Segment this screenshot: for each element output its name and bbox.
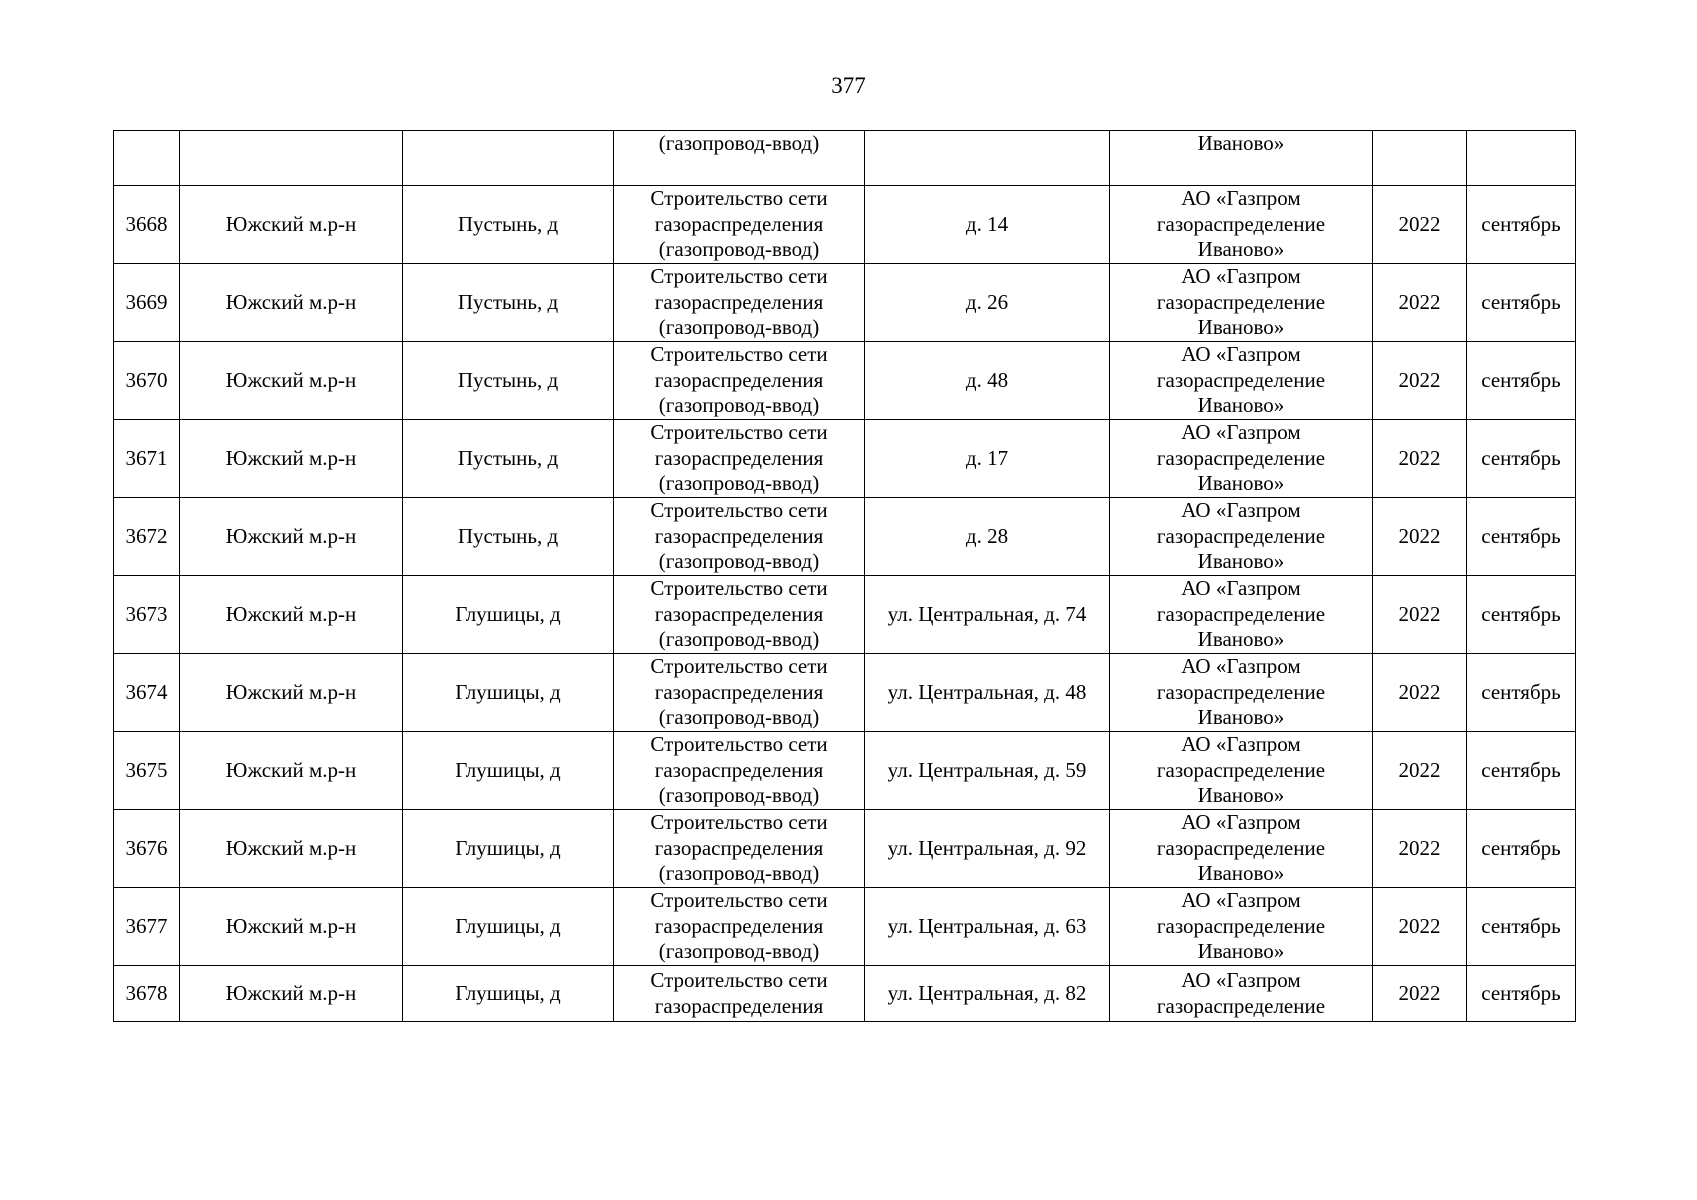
- cell-organization: [1110, 498, 1373, 576]
- cell-year: 2022: [1373, 498, 1467, 576]
- cell-organization-line: Иваново»: [1197, 627, 1285, 652]
- cell-organization: [1110, 186, 1373, 264]
- cell-work-type-line: (газопровод-ввод): [658, 705, 820, 730]
- cell-work-type-line: Строительство сети: [650, 810, 828, 835]
- cell-organization-line: газораспределение: [1156, 757, 1326, 782]
- cell-work-type: [614, 654, 865, 732]
- cell-address: ул. Центральная, д. 82: [865, 966, 1110, 1022]
- cell-address: д. 26: [865, 264, 1110, 342]
- cell-month: сентябрь: [1467, 888, 1576, 966]
- table-row: [114, 888, 1576, 966]
- cell-number: 3672: [114, 498, 180, 576]
- cell-work-type-line: Строительство сети: [650, 186, 828, 211]
- cell-organization-line: газораспределение: [1156, 367, 1326, 392]
- cell-locality: Пустынь, д: [403, 186, 614, 264]
- cell-organization-line: газораспределение: [1156, 523, 1326, 548]
- cell-district: Южский м.р-н: [180, 732, 403, 810]
- cell-organization-line: АО «Газпром: [1181, 264, 1301, 289]
- cell-organization-line: АО «Газпром: [1181, 420, 1301, 445]
- cell-locality: Пустынь, д: [403, 420, 614, 498]
- cell-work-type-line: газораспределения: [654, 211, 824, 236]
- cell-organization: [1110, 732, 1373, 810]
- cell-work-type-line: (газопровод-ввод): [658, 783, 820, 808]
- cell-number: 3668: [114, 186, 180, 264]
- cell-address: ул. Центральная, д. 63: [865, 888, 1110, 966]
- cell-work-type-line: газораспределения: [654, 993, 824, 1018]
- cell-month: сентябрь: [1467, 264, 1576, 342]
- cell-organization-line: АО «Газпром: [1181, 186, 1301, 211]
- cell-month: [1467, 131, 1576, 186]
- cell-organization-line: газораспределение: [1156, 289, 1326, 314]
- cell-work-type: (газопровод-ввод): [614, 131, 865, 186]
- cell-address: ул. Центральная, д. 59: [865, 732, 1110, 810]
- cell-locality: Глушицы, д: [403, 810, 614, 888]
- cell-work-type-line: газораспределения: [654, 835, 824, 860]
- cell-district: Южский м.р-н: [180, 498, 403, 576]
- cell-work-type-line: Строительство сети: [650, 968, 828, 992]
- cell-organization-line: газораспределение: [1156, 835, 1326, 860]
- cell-number: 3674: [114, 654, 180, 732]
- table-row: [114, 186, 1576, 264]
- cell-number: 3671: [114, 420, 180, 498]
- cell-work-type-line: газораспределения: [654, 757, 824, 782]
- cell-address: ул. Центральная, д. 92: [865, 810, 1110, 888]
- cell-work-type-line: Строительство сети: [650, 576, 828, 601]
- cell-organization-line: Иваново»: [1197, 861, 1285, 886]
- cell-year: 2022: [1373, 888, 1467, 966]
- cell-work-type-line: (газопровод-ввод): [658, 393, 820, 418]
- cell-organization: [1110, 342, 1373, 420]
- cell-organization-line: газораспределение: [1156, 913, 1326, 938]
- cell-number: 3673: [114, 576, 180, 654]
- cell-district: Южский м.р-н: [180, 654, 403, 732]
- cell-work-type-line: газораспределения: [654, 289, 824, 314]
- cell-work-type-line: (газопровод-ввод): [658, 627, 820, 652]
- cell-organization: [1110, 576, 1373, 654]
- cell-locality: Глушицы, д: [403, 732, 614, 810]
- cell-work-type-line: Строительство сети: [650, 732, 828, 757]
- cell-number: [114, 131, 180, 186]
- cell-year: 2022: [1373, 420, 1467, 498]
- cell-locality: Пустынь, д: [403, 498, 614, 576]
- cell-year: 2022: [1373, 966, 1467, 1022]
- cell-number: 3676: [114, 810, 180, 888]
- cell-number: 3669: [114, 264, 180, 342]
- cell-organization-line: газораспределение: [1156, 993, 1326, 1018]
- cell-work-type: [614, 264, 865, 342]
- cell-work-type-line: газораспределения: [654, 913, 824, 938]
- cell-work-type-line: Строительство сети: [650, 420, 828, 445]
- cell-address: д. 48: [865, 342, 1110, 420]
- cell-work-type: [614, 420, 865, 498]
- cell-month: сентябрь: [1467, 576, 1576, 654]
- cell-locality: Глушицы, д: [403, 966, 614, 1022]
- cell-work-type: [614, 810, 865, 888]
- cell-work-type: [614, 498, 865, 576]
- cell-year: 2022: [1373, 654, 1467, 732]
- cell-work-type: [614, 732, 865, 810]
- table-row: [114, 732, 1576, 810]
- cell-month: сентябрь: [1467, 420, 1576, 498]
- cell-work-type-line: Строительство сети: [650, 888, 828, 913]
- cell-organization: [1110, 966, 1373, 1022]
- cell-month: сентябрь: [1467, 966, 1576, 1022]
- cell-work-type-line: газораспределения: [654, 601, 824, 626]
- cell-organization-line: АО «Газпром: [1181, 498, 1301, 523]
- cell-locality: [403, 131, 614, 186]
- cell-organization-line: газораспределение: [1156, 211, 1326, 236]
- cell-work-type-line: (газопровод-ввод): [658, 549, 820, 574]
- cell-organization-line: АО «Газпром: [1181, 888, 1301, 913]
- cell-district: Южский м.р-н: [180, 420, 403, 498]
- table-row: [114, 576, 1576, 654]
- cell-month: сентябрь: [1467, 810, 1576, 888]
- table-row: [114, 342, 1576, 420]
- table-row: [114, 966, 1576, 1022]
- cell-organization-line: АО «Газпром: [1181, 342, 1301, 367]
- cell-district: Южский м.р-н: [180, 810, 403, 888]
- cell-number: 3670: [114, 342, 180, 420]
- cell-locality: Глушицы, д: [403, 654, 614, 732]
- cell-district: Южский м.р-н: [180, 342, 403, 420]
- cell-work-type: [614, 342, 865, 420]
- table-row: [114, 654, 1576, 732]
- cell-organization-line: газораспределение: [1156, 679, 1326, 704]
- cell-work-type-line: (газопровод-ввод): [658, 471, 820, 496]
- cell-organization-line: АО «Газпром: [1181, 810, 1301, 835]
- cell-work-type: [614, 186, 865, 264]
- cell-month: сентябрь: [1467, 498, 1576, 576]
- table-row: [114, 264, 1576, 342]
- cell-number: 3677: [114, 888, 180, 966]
- cell-work-type-line: газораспределения: [654, 445, 824, 470]
- cell-year: 2022: [1373, 186, 1467, 264]
- cell-organization: [1110, 264, 1373, 342]
- cell-organization-line: газораспределение: [1156, 445, 1326, 470]
- cell-organization: [1110, 810, 1373, 888]
- cell-month: сентябрь: [1467, 342, 1576, 420]
- cell-month: сентябрь: [1467, 186, 1576, 264]
- table-body: [114, 131, 1576, 1022]
- cell-work-type-line: газораспределения: [654, 367, 824, 392]
- cell-organization-line: АО «Газпром: [1181, 654, 1301, 679]
- cell-address: д. 17: [865, 420, 1110, 498]
- cell-locality: Пустынь, д: [403, 264, 614, 342]
- cell-month: сентябрь: [1467, 654, 1576, 732]
- cell-locality: Глушицы, д: [403, 888, 614, 966]
- cell-organization-line: АО «Газпром: [1181, 968, 1301, 992]
- cell-work-type-line: (газопровод-ввод): [658, 237, 820, 262]
- cell-organization-line: Иваново»: [1197, 783, 1285, 808]
- cell-address: ул. Центральная, д. 48: [865, 654, 1110, 732]
- gas-distribution-table: [113, 130, 1576, 1022]
- cell-organization-line: газораспределение: [1156, 601, 1326, 626]
- page-number: 377: [831, 73, 866, 98]
- cell-organization-line: Иваново»: [1197, 939, 1285, 964]
- cell-number: 3678: [114, 966, 180, 1022]
- cell-address: д. 14: [865, 186, 1110, 264]
- cell-district: Южский м.р-н: [180, 966, 403, 1022]
- cell-year: 2022: [1373, 810, 1467, 888]
- cell-year: 2022: [1373, 342, 1467, 420]
- cell-work-type-line: газораспределения: [654, 679, 824, 704]
- cell-organization-line: Иваново»: [1197, 393, 1285, 418]
- continuation-row: [114, 131, 1576, 186]
- cell-address: ул. Центральная, д. 74: [865, 576, 1110, 654]
- cell-work-type-line: (газопровод-ввод): [658, 315, 820, 340]
- table-row: [114, 810, 1576, 888]
- cell-organization: [1110, 888, 1373, 966]
- cell-work-type-line: Строительство сети: [650, 498, 828, 523]
- table-row: [114, 420, 1576, 498]
- cell-district: Южский м.р-н: [180, 186, 403, 264]
- cell-year: 2022: [1373, 732, 1467, 810]
- cell-organization-line: Иваново»: [1197, 471, 1285, 496]
- cell-district: Южский м.р-н: [180, 264, 403, 342]
- cell-number: 3675: [114, 732, 180, 810]
- table-row: [114, 498, 1576, 576]
- cell-work-type-line: (газопровод-ввод): [658, 861, 820, 886]
- cell-address: [865, 131, 1110, 186]
- cell-organization: Иваново»: [1110, 131, 1373, 186]
- cell-organization-line: Иваново»: [1197, 237, 1285, 262]
- cell-year: [1373, 131, 1467, 186]
- cell-district: Южский м.р-н: [180, 888, 403, 966]
- cell-organization-line: Иваново»: [1197, 705, 1285, 730]
- cell-organization-line: Иваново»: [1197, 549, 1285, 574]
- cell-year: 2022: [1373, 264, 1467, 342]
- cell-organization-line: Иваново»: [1197, 315, 1285, 340]
- cell-organization-line: АО «Газпром: [1181, 576, 1301, 601]
- cell-locality: Глушицы, д: [403, 576, 614, 654]
- cell-work-type: [614, 888, 865, 966]
- cell-month: сентябрь: [1467, 732, 1576, 810]
- cell-work-type-line: газораспределения: [654, 523, 824, 548]
- cell-district: Южский м.р-н: [180, 576, 403, 654]
- cell-organization-line: АО «Газпром: [1181, 732, 1301, 757]
- cell-work-type: [614, 966, 865, 1022]
- cell-organization: [1110, 654, 1373, 732]
- cell-work-type-line: (газопровод-ввод): [658, 939, 820, 964]
- cell-work-type-line: Строительство сети: [650, 264, 828, 289]
- cell-organization: [1110, 420, 1373, 498]
- cell-address: д. 28: [865, 498, 1110, 576]
- cell-year: 2022: [1373, 576, 1467, 654]
- cell-work-type: [614, 576, 865, 654]
- cell-work-type-line: Строительство сети: [650, 654, 828, 679]
- cell-work-type-line: Строительство сети: [650, 342, 828, 367]
- cell-district: [180, 131, 403, 186]
- cell-locality: Пустынь, д: [403, 342, 614, 420]
